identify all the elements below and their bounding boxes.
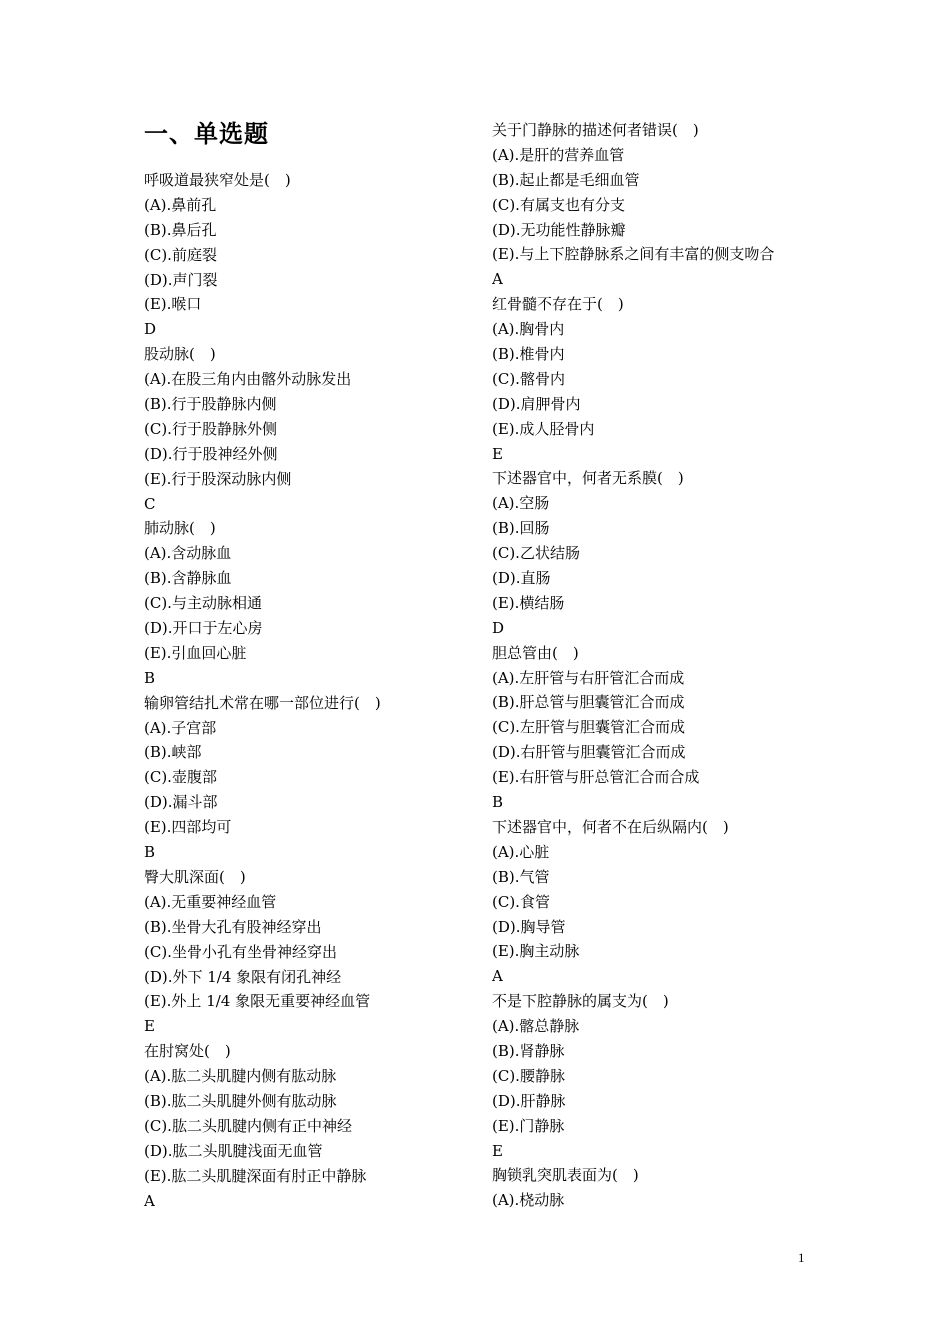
- question-text: 胸锁乳突肌表面为( ): [492, 1166, 639, 1185]
- option-text: (E).横结肠: [492, 593, 565, 612]
- question-text: 红骨髓不存在于( ): [492, 295, 624, 314]
- option-text: (C).食管: [492, 892, 550, 911]
- answer-text: A: [492, 967, 503, 986]
- option-text: (B).坐骨大孔有股神经穿出: [144, 917, 322, 936]
- answer-text: B: [144, 668, 156, 687]
- answer-text: A: [144, 1191, 155, 1210]
- option-text: (A).桡动脉: [492, 1191, 565, 1210]
- option-text: (B).肱二头肌腱外侧有肱动脉: [144, 1091, 337, 1110]
- option-text: (D).直肠: [492, 569, 551, 588]
- option-text: (A).含动脉血: [144, 544, 232, 563]
- answer-text: E: [492, 1141, 503, 1160]
- option-text: (B).肾静脉: [492, 1041, 565, 1060]
- option-text: (B).行于股静脉内侧: [144, 395, 277, 414]
- option-text: (D).肱二头肌腱浅面无血管: [144, 1141, 323, 1160]
- option-text: (D).肝静脉: [492, 1091, 566, 1110]
- option-text: (B).肝总管与胆囊管汇合而成: [492, 693, 685, 712]
- option-text: (B).气管: [492, 867, 550, 886]
- option-text: (B).鼻后孔: [144, 220, 217, 239]
- option-text: (E).与上下腔静脉系之间有丰富的侧支吻合: [492, 245, 775, 264]
- answer-text: A: [492, 270, 503, 289]
- option-text: (C).有属支也有分支: [492, 195, 625, 214]
- answer-text: C: [144, 494, 156, 513]
- option-text: (E).成人胫骨内: [492, 419, 595, 438]
- option-text: (E).四部均可: [144, 818, 232, 837]
- option-text: (E).喉口: [144, 295, 202, 314]
- option-text: (E).右肝管与肝总管汇合而合成: [492, 768, 700, 787]
- page-number: 1: [798, 1250, 805, 1265]
- answer-text: E: [492, 444, 503, 463]
- question-text: 下述器官中，何者不在后纵隔内( ): [492, 817, 729, 836]
- question-text: 股动脉( ): [144, 345, 216, 364]
- option-text: (B).回肠: [492, 519, 550, 538]
- option-text: (C).坐骨小孔有坐骨神经穿出: [144, 942, 337, 961]
- option-text: (A).肱二头肌腱内侧有肱动脉: [144, 1067, 337, 1086]
- option-text: (C).左肝管与胆囊管汇合而成: [492, 718, 685, 737]
- option-text: (D).无功能性静脉瓣: [492, 220, 626, 239]
- question-text: 不是下腔静脉的属支为( ): [492, 992, 669, 1011]
- question-text: 在肘窝处( ): [144, 1042, 231, 1061]
- question-text: 肺动脉( ): [144, 519, 216, 538]
- option-text: (A).心脏: [492, 842, 550, 861]
- question-text: 胆总管由( ): [492, 643, 579, 662]
- option-text: (B).起止都是毛细血管: [492, 170, 640, 189]
- option-text: (D).行于股神经外侧: [144, 444, 278, 463]
- option-text: (D).开口于左心房: [144, 619, 263, 638]
- option-text: (E).外上 1/4 象限无重要神经血管: [144, 992, 371, 1011]
- option-text: (C).行于股静脉外侧: [144, 419, 277, 438]
- option-text: (A).鼻前孔: [144, 195, 217, 214]
- answer-text: E: [144, 1017, 155, 1036]
- option-text: (E).门静脉: [492, 1116, 565, 1135]
- left-column: [144, 168, 464, 1213]
- option-text: (D).声门裂: [144, 270, 218, 289]
- option-text: (E).引血回心脏: [144, 643, 247, 662]
- option-text: (A).胸骨内: [492, 320, 565, 339]
- option-text: (D).外下 1/4 象限有闭孔神经: [144, 967, 342, 986]
- option-text: (D).漏斗部: [144, 793, 218, 812]
- option-text: (C).乙状结肠: [492, 544, 580, 563]
- option-text: (C).髂骨内: [492, 369, 565, 388]
- question-text: 关于门静脉的描述何者错误( ): [492, 121, 699, 139]
- answer-text: B: [144, 843, 156, 862]
- question-text: 臀大肌深面( ): [144, 867, 246, 886]
- question-text: 呼吸道最狭窄处是( ): [144, 171, 291, 189]
- option-text: (A).左肝管与右肝管汇合而成: [492, 668, 685, 687]
- option-text: (D).胸导管: [492, 917, 566, 936]
- question-text: 下述器官中，何者无系膜( ): [492, 469, 684, 488]
- option-text: (C).与主动脉相通: [144, 594, 262, 613]
- option-text: (A).髂总静脉: [492, 1017, 580, 1036]
- option-text: (B).含静脉血: [144, 569, 232, 588]
- answer-text: D: [144, 320, 157, 339]
- section-heading: 一、单选题: [144, 120, 269, 148]
- option-text: (C).前庭裂: [144, 245, 217, 264]
- option-text: (A).空肠: [492, 494, 550, 513]
- option-text: (E).肱二头肌腱深面有肘正中静脉: [144, 1166, 367, 1185]
- option-text: (D).肩胛骨内: [492, 394, 581, 413]
- question-text: 输卵管结扎术常在哪一部位进行( ): [144, 693, 381, 712]
- option-text: (C).腰静脉: [492, 1066, 565, 1085]
- answer-text: B: [492, 793, 504, 812]
- option-text: (D).右肝管与胆囊管汇合而成: [492, 743, 686, 762]
- option-text: (B).峡部: [144, 743, 202, 762]
- option-text: (C).壶腹部: [144, 768, 217, 787]
- option-text: (A).无重要神经血管: [144, 892, 277, 911]
- option-text: (C).肱二头肌腱内侧有正中神经: [144, 1116, 352, 1135]
- option-text: (A).是肝的营养血管: [492, 145, 625, 164]
- right-column: [492, 118, 822, 1213]
- option-text: (A).在股三角内由髂外动脉发出: [144, 370, 352, 389]
- answer-text: D: [492, 618, 505, 637]
- option-text: (B).椎骨内: [492, 345, 565, 364]
- option-text: (E).胸主动脉: [492, 942, 580, 961]
- option-text: (A).子宫部: [144, 718, 217, 737]
- option-text: (E).行于股深动脉内侧: [144, 469, 292, 488]
